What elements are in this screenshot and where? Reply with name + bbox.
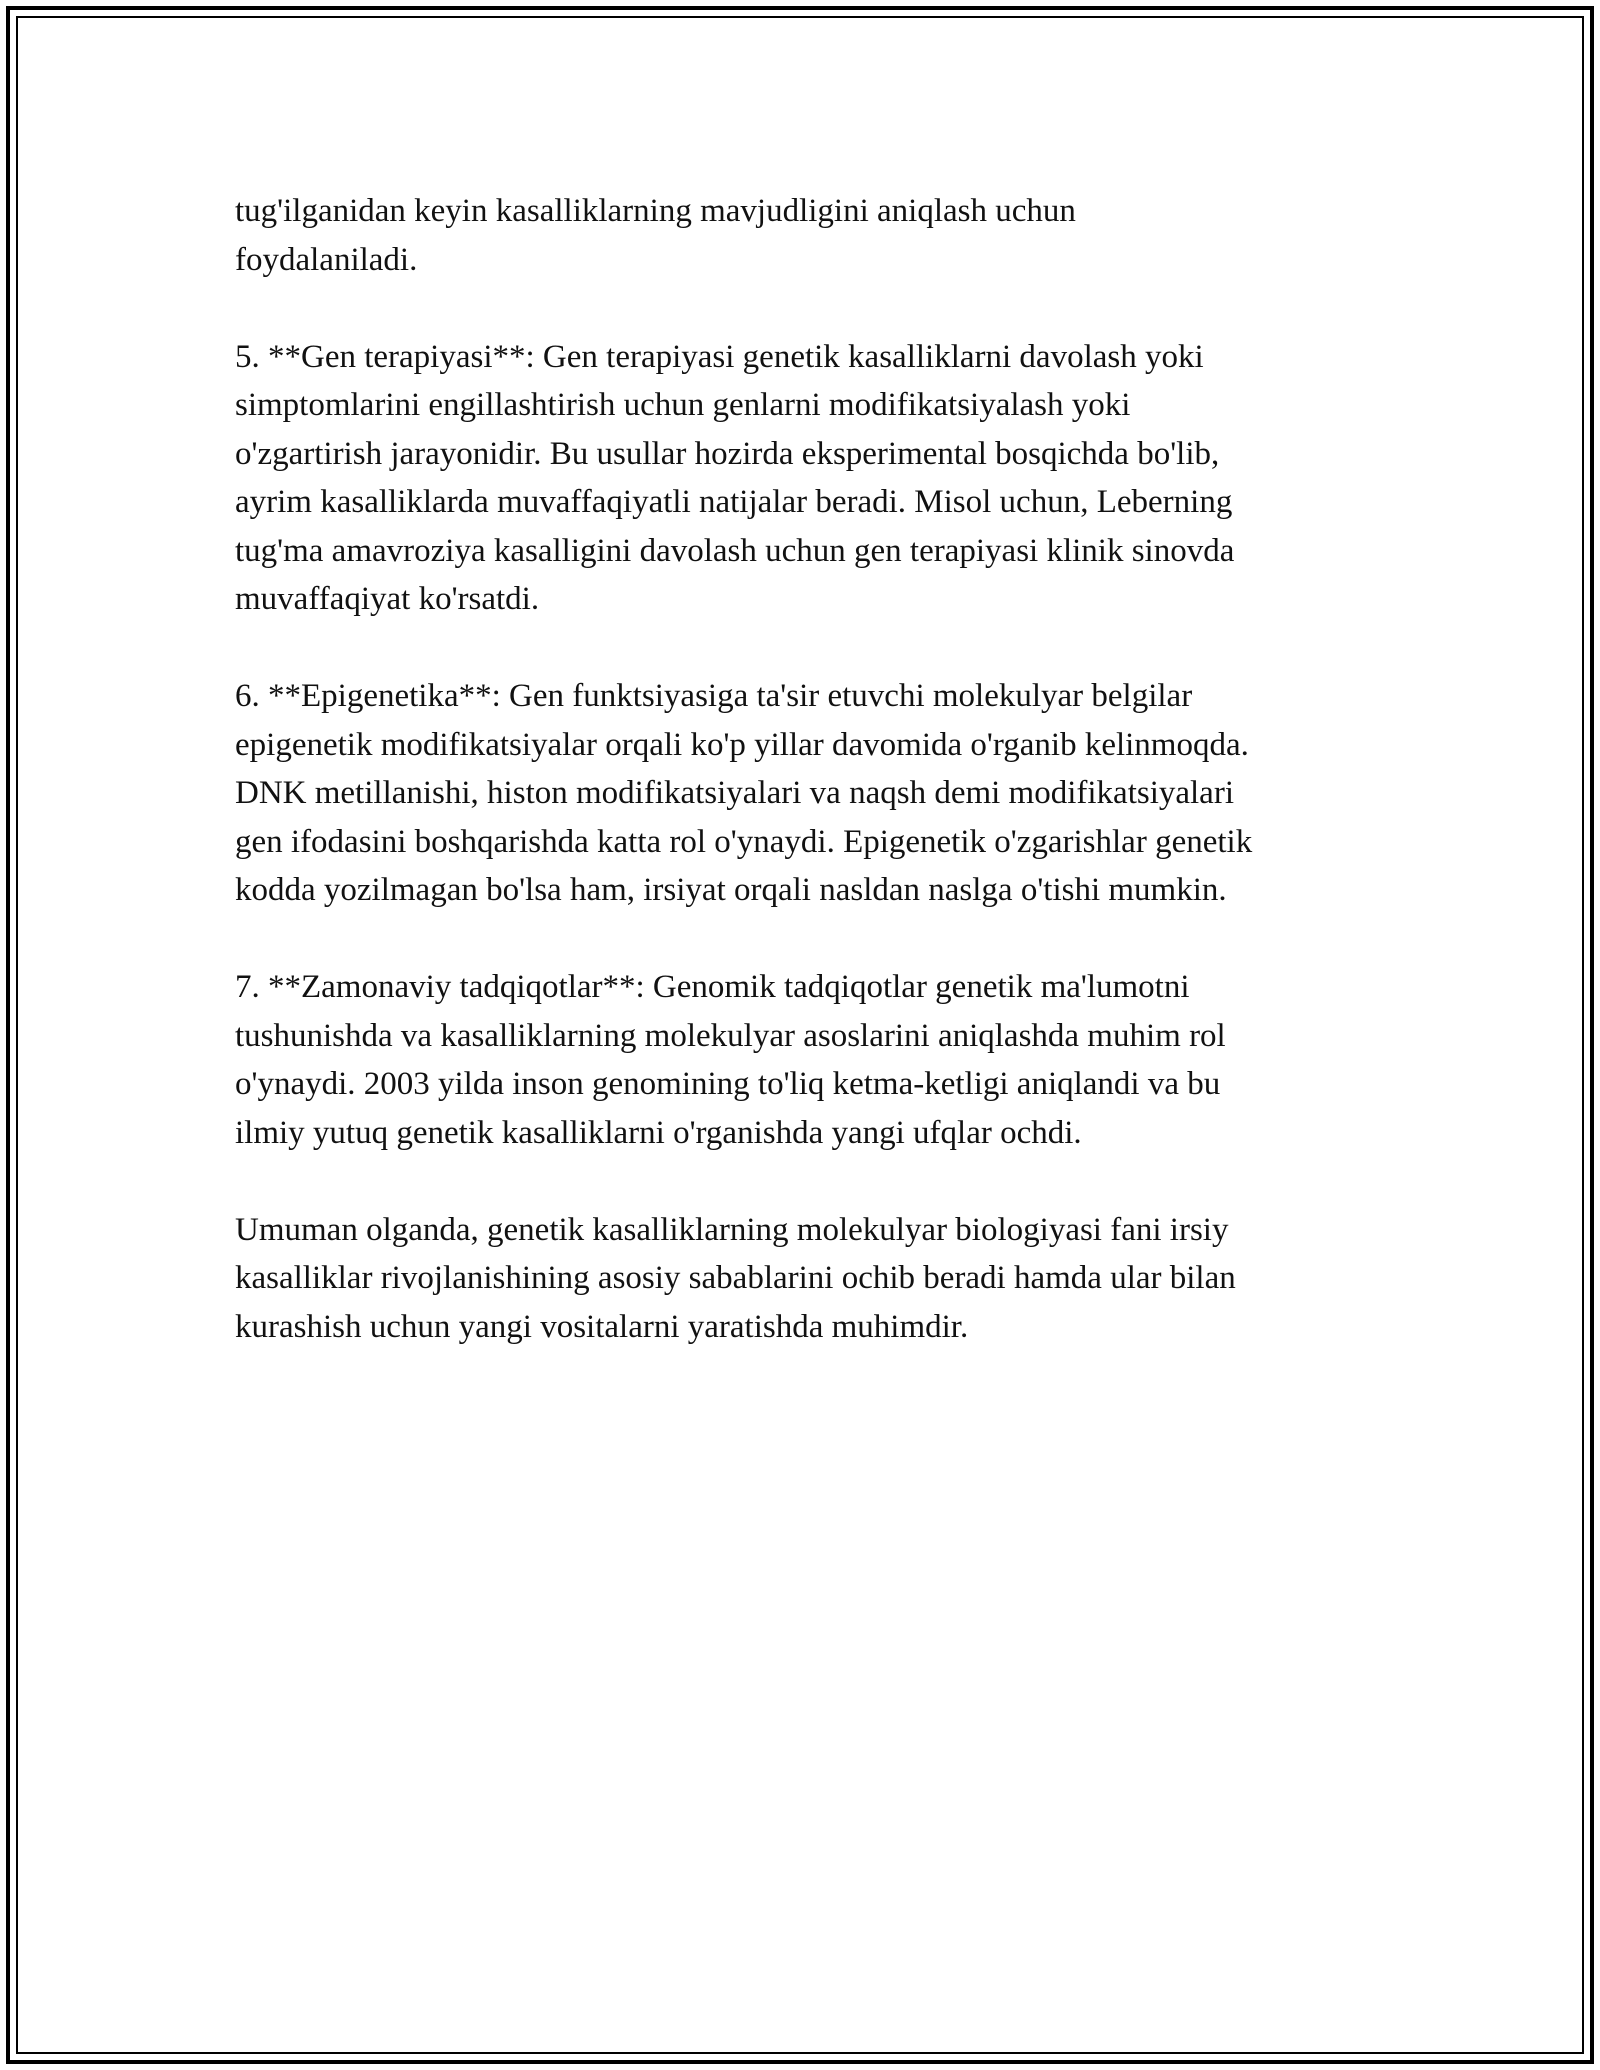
document-body <box>235 187 1405 1400</box>
paragraph-continuation: tug'ilganidan keyin kasalliklarning mavjudligini aniqlash uchun foydalaniladi. <box>235 193 1076 278</box>
paragraph-gen-terapiyasi: 5. **Gen terapiyasi**: Gen terapiyasi genetik kasalliklarni davolash yoki simptomlarini engillashtirish uchun genlarni modifikatsiyalash yoki o'zgartirish jarayonidir. Bu usullar hozirda eksperimental bosqichda bo'lib, ayrim kasalliklarda muvaffaqiyatli natijalar beradi. Misol uchun, Leberning tug'ma amavroziya kasalligini davolash uchun gen terapiyasi klinik sinovda muvaffaqiyat ko'rsatdi. <box>235 338 1235 617</box>
paragraph-conclusion: Umuman olganda, genetik kasalliklarning molekulyar biologiyasi fani irsiy kasalliklar rivojlanishining asosiy sabablarini ochib beradi hamda ular bilan kurashish uchun yangi vositalarni yaratishda muhimdir. <box>235 1211 1236 1345</box>
paragraph-epigenetika: 6. **Epigenetika**: Gen funktsiyasiga ta'sir etuvchi molekulyar belgilar epigenetik modifikatsiyalar orqali ko'p yillar davomida o'rganib kelinmoqda. DNK metillanishi, histon modifikatsiyalari va naqsh demi modifikatsiyalari gen ifodasini boshqarishda katta rol o'ynaydi. Epigenetik o'zgarishlar genetik kodda yozilmagan bo'lsa ham, irsiyat orqali nasldan naslga o'tishi mumkin. <box>235 678 1253 908</box>
paragraph-zamonaviy-tadqiqotlar: 7. **Zamonaviy tadqiqotlar**: Genomik tadqiqotlar genetik ma'lumotni tushunishda va kasalliklarning molekulyar asoslarini aniqlashda muhim rol o'ynaydi. 2003 yilda inson genomining to'liq ketma-ketligi aniqlandi va bu ilmiy yutuq genetik kasalliklarni o'rganishda yangi ufqlar ochdi. <box>235 969 1226 1151</box>
